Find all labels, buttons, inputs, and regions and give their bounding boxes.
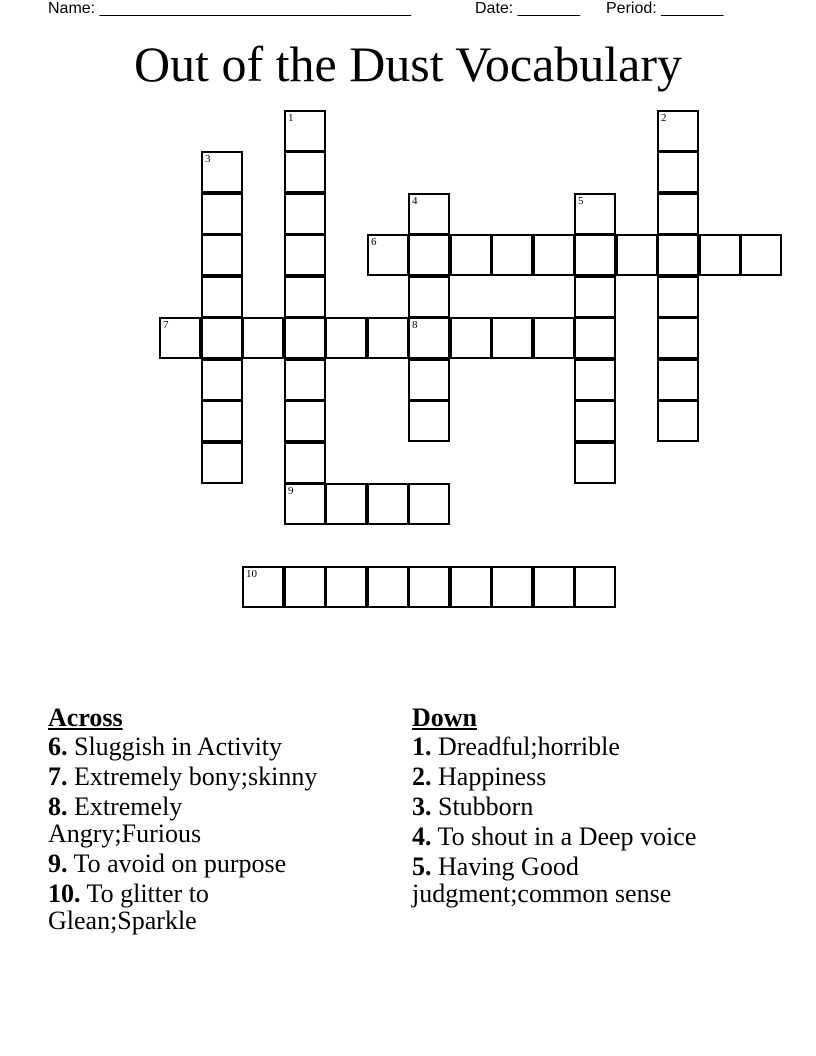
crossword-cell[interactable] bbox=[408, 483, 450, 525]
crossword-cell[interactable] bbox=[491, 317, 533, 359]
clue-text: Dreadful;horrible bbox=[438, 732, 620, 761]
clue-number: 6. bbox=[48, 732, 68, 761]
crossword-cell[interactable] bbox=[533, 566, 575, 608]
clue-number: 4. bbox=[412, 822, 432, 851]
crossword-cell[interactable] bbox=[574, 276, 616, 318]
clue-text: To avoid on purpose bbox=[73, 849, 287, 878]
clue-across-10 bbox=[48, 880, 268, 934]
down-heading: Down bbox=[412, 703, 478, 732]
clue-number-label: 3 bbox=[205, 153, 211, 165]
across-clues bbox=[48, 702, 388, 937]
crossword-cell[interactable] bbox=[574, 359, 616, 401]
crossword-cell[interactable] bbox=[201, 400, 243, 442]
clue-number-label: 2 bbox=[661, 112, 667, 124]
crossword-cell[interactable] bbox=[408, 359, 450, 401]
crossword-cell[interactable] bbox=[284, 317, 326, 359]
clue-number: 2. bbox=[412, 762, 432, 791]
clue-down-4 bbox=[412, 823, 702, 850]
crossword-cell[interactable] bbox=[367, 234, 409, 276]
crossword-cell[interactable] bbox=[201, 317, 243, 359]
crossword-cell[interactable] bbox=[201, 193, 243, 235]
clue-down-2 bbox=[412, 763, 742, 790]
crossword-cell[interactable] bbox=[284, 110, 326, 152]
crossword-cell[interactable] bbox=[242, 566, 284, 608]
crossword-cell[interactable] bbox=[408, 566, 450, 608]
crossword-cell[interactable] bbox=[657, 234, 699, 276]
crossword-cell[interactable] bbox=[491, 234, 533, 276]
crossword-cell[interactable] bbox=[533, 234, 575, 276]
clue-number: 10. bbox=[48, 879, 81, 908]
crossword-cell[interactable] bbox=[699, 234, 741, 276]
crossword-cell[interactable] bbox=[284, 151, 326, 193]
crossword-cell[interactable] bbox=[657, 110, 699, 152]
crossword-cell[interactable] bbox=[284, 234, 326, 276]
clue-number-label: 4 bbox=[412, 195, 418, 207]
crossword-cell[interactable] bbox=[740, 234, 782, 276]
clue-number-label: 10 bbox=[246, 568, 257, 580]
crossword-cell[interactable] bbox=[242, 317, 284, 359]
crossword-cell[interactable] bbox=[201, 276, 243, 318]
crossword-cell[interactable] bbox=[450, 566, 492, 608]
crossword-cell[interactable] bbox=[159, 317, 201, 359]
crossword-cell[interactable] bbox=[325, 317, 367, 359]
clue-across-9 bbox=[48, 850, 388, 877]
clue-number-label: 1 bbox=[288, 112, 294, 124]
clue-text: Stubborn bbox=[438, 792, 534, 821]
clue-number: 5. bbox=[412, 852, 432, 881]
clue-across-7 bbox=[48, 763, 388, 790]
clue-across-6 bbox=[48, 733, 388, 760]
crossword-cell[interactable] bbox=[284, 483, 326, 525]
crossword-cell[interactable] bbox=[450, 317, 492, 359]
crossword-cell[interactable] bbox=[367, 317, 409, 359]
crossword-cell[interactable] bbox=[408, 400, 450, 442]
crossword-cell[interactable] bbox=[616, 234, 658, 276]
crossword-cell[interactable] bbox=[657, 151, 699, 193]
clue-text: Extremely bony;skinny bbox=[74, 762, 318, 791]
crossword-cell[interactable] bbox=[325, 566, 367, 608]
crossword-cell[interactable] bbox=[284, 400, 326, 442]
crossword-cell[interactable] bbox=[284, 442, 326, 484]
crossword-cell[interactable] bbox=[325, 483, 367, 525]
crossword-cell[interactable] bbox=[367, 483, 409, 525]
clue-number: 7. bbox=[48, 762, 68, 791]
crossword-cell[interactable] bbox=[657, 193, 699, 235]
crossword-cell[interactable] bbox=[408, 193, 450, 235]
clue-number-label: 7 bbox=[163, 319, 169, 331]
crossword-cell[interactable] bbox=[201, 151, 243, 193]
crossword-cell[interactable] bbox=[284, 566, 326, 608]
clue-text: To shout in a Deep voice bbox=[437, 822, 697, 851]
clue-number: 8. bbox=[48, 792, 68, 821]
clue-number: 1. bbox=[412, 732, 432, 761]
crossword-cell[interactable] bbox=[450, 234, 492, 276]
clue-number: 3. bbox=[412, 792, 432, 821]
clue-number-label: 5 bbox=[578, 195, 584, 207]
crossword-cell[interactable] bbox=[657, 317, 699, 359]
crossword-cell[interactable] bbox=[284, 276, 326, 318]
crossword-cell[interactable] bbox=[657, 276, 699, 318]
clue-down-1 bbox=[412, 733, 742, 760]
clue-across-8 bbox=[48, 793, 248, 847]
crossword-cell[interactable] bbox=[574, 442, 616, 484]
clue-text: Extremely Angry;Furious bbox=[48, 792, 202, 848]
down-clues bbox=[412, 702, 742, 910]
crossword-cell[interactable] bbox=[408, 317, 450, 359]
crossword-cell[interactable] bbox=[574, 317, 616, 359]
crossword-cell[interactable] bbox=[408, 234, 450, 276]
across-heading: Across bbox=[48, 703, 123, 732]
clue-number-label: 9 bbox=[288, 485, 294, 497]
crossword-cell[interactable] bbox=[574, 193, 616, 235]
clue-number-label: 6 bbox=[371, 236, 377, 248]
crossword-cell[interactable] bbox=[657, 400, 699, 442]
crossword-cell[interactable] bbox=[284, 193, 326, 235]
clue-text: Happiness bbox=[438, 762, 547, 791]
crossword-cell[interactable] bbox=[201, 234, 243, 276]
clue-text: Sluggish in Activity bbox=[74, 732, 283, 761]
crossword-cell[interactable] bbox=[657, 359, 699, 401]
clue-down-3 bbox=[412, 793, 742, 820]
crossword-cell[interactable] bbox=[201, 359, 243, 401]
clue-number: 9. bbox=[48, 849, 68, 878]
crossword-cell[interactable] bbox=[408, 276, 450, 318]
crossword-cell[interactable] bbox=[533, 317, 575, 359]
clue-number-label: 8 bbox=[412, 319, 418, 331]
crossword-cell[interactable] bbox=[491, 566, 533, 608]
crossword-cell[interactable] bbox=[201, 442, 243, 484]
date-field[interactable]: Date: _______ bbox=[475, 0, 580, 17]
clue-text: To glitter to Glean;Sparkle bbox=[48, 879, 209, 935]
crossword-cell[interactable] bbox=[367, 566, 409, 608]
period-field[interactable]: Period: _______ bbox=[606, 0, 724, 17]
crossword-cell[interactable] bbox=[574, 566, 616, 608]
clue-text: Having Good judgment;common sense bbox=[412, 852, 672, 908]
page-title: Out of the Dust Vocabulary bbox=[133, 36, 683, 92]
crossword-cell[interactable] bbox=[574, 234, 616, 276]
crossword-cell[interactable] bbox=[574, 400, 616, 442]
name-field[interactable]: Name: ___________________________________ bbox=[48, 0, 412, 17]
crossword-cell[interactable] bbox=[284, 359, 326, 401]
clue-down-5 bbox=[412, 853, 732, 907]
